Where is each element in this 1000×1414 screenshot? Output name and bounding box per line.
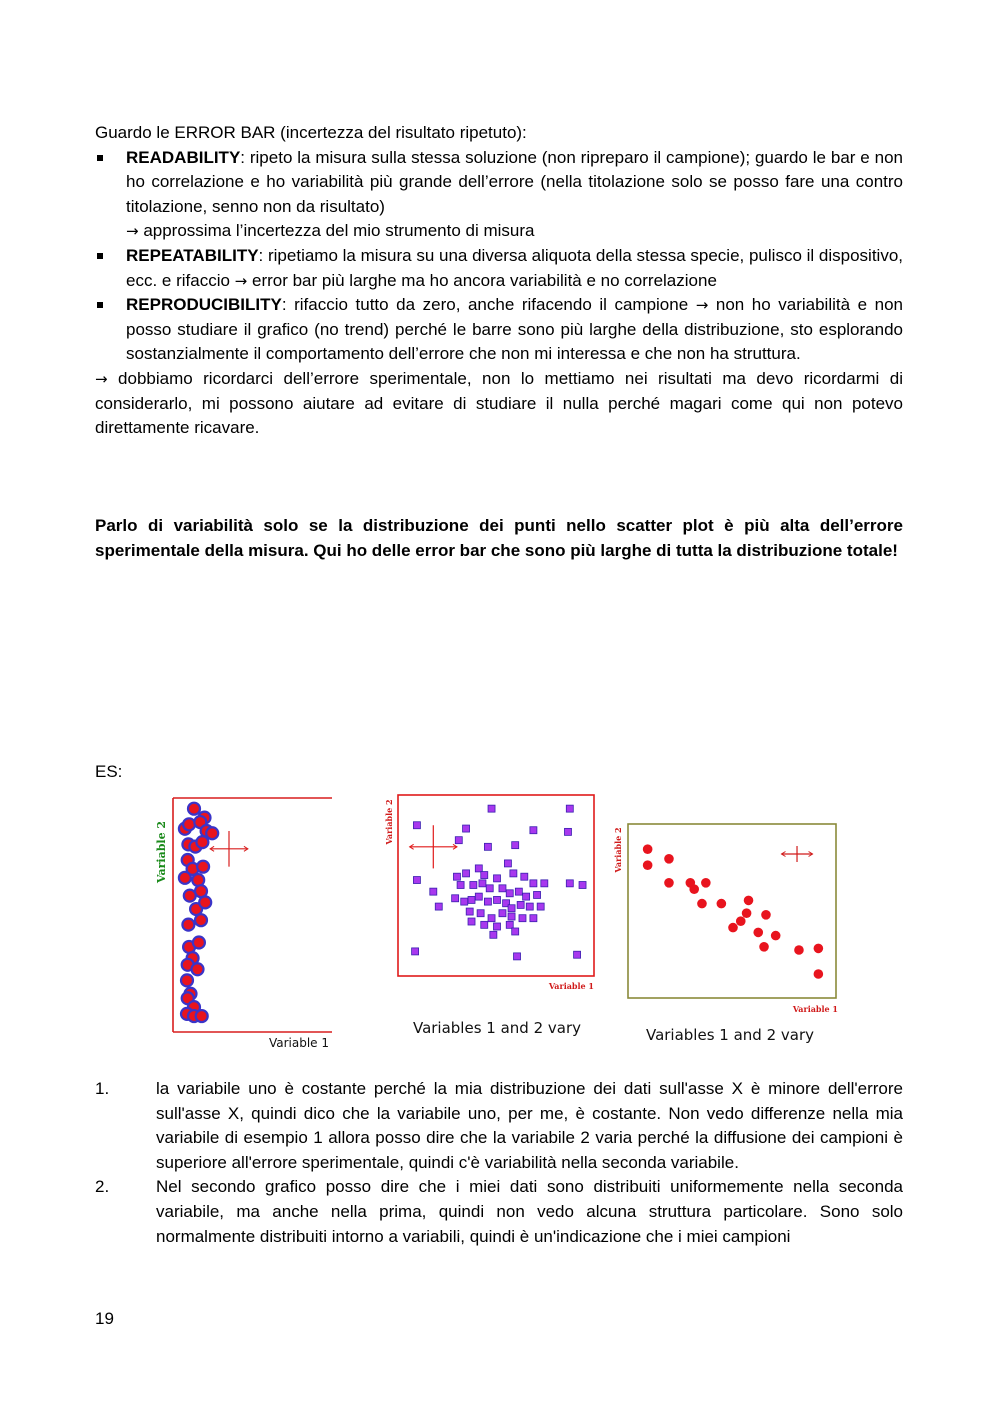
data-point bbox=[742, 908, 752, 918]
data-point bbox=[182, 919, 194, 931]
numbered-list bbox=[95, 1077, 903, 1249]
term-reproducibility: REPRODUCIBILITY bbox=[126, 295, 282, 315]
repeatability-text-after-arrow: error bar più larghe ma ho ancora variabilità e no correlazione bbox=[251, 270, 717, 290]
data-point bbox=[759, 942, 769, 952]
data-point bbox=[537, 903, 544, 910]
data-point bbox=[181, 974, 193, 986]
data-point bbox=[664, 878, 674, 888]
numbered-block bbox=[95, 1077, 903, 1249]
data-point bbox=[413, 822, 420, 829]
data-point bbox=[664, 854, 674, 864]
data-point bbox=[508, 913, 515, 920]
data-point bbox=[488, 915, 495, 922]
arrow-icon: → bbox=[234, 271, 248, 290]
data-point bbox=[468, 896, 475, 903]
data-point bbox=[814, 969, 824, 979]
page-number-text: 19 bbox=[95, 1309, 114, 1328]
data-point bbox=[701, 878, 711, 888]
chart3-xlabel: Variable 1 bbox=[792, 1004, 838, 1014]
data-point bbox=[530, 880, 537, 887]
intro-line: Guardo le ERROR BAR (incertezza del risultato ripetuto): bbox=[95, 123, 527, 142]
bullet-square-icon bbox=[97, 302, 103, 308]
data-point bbox=[183, 818, 195, 830]
data-point bbox=[475, 893, 482, 900]
data-point bbox=[541, 880, 548, 887]
data-point bbox=[736, 916, 746, 926]
data-point bbox=[753, 928, 763, 938]
scatter-chart-3 bbox=[612, 790, 842, 1050]
data-point bbox=[486, 885, 493, 892]
data-point bbox=[206, 827, 218, 839]
data-point bbox=[466, 908, 473, 915]
chart2-ylabel: Variable 2 bbox=[384, 799, 394, 845]
data-point bbox=[523, 893, 530, 900]
data-point bbox=[506, 921, 513, 928]
data-point bbox=[484, 898, 491, 905]
arrow-icon: → bbox=[95, 369, 108, 388]
data-point bbox=[455, 837, 462, 844]
data-point bbox=[453, 873, 460, 880]
data-point bbox=[475, 865, 482, 872]
data-point bbox=[196, 1010, 208, 1022]
data-point bbox=[519, 915, 526, 922]
data-point bbox=[717, 899, 727, 909]
data-point bbox=[195, 914, 207, 926]
data-point bbox=[771, 931, 781, 941]
data-point bbox=[566, 880, 573, 887]
chart1-points bbox=[179, 803, 218, 1022]
chart3-ylabel: Variable 2 bbox=[613, 827, 623, 873]
data-point bbox=[643, 844, 653, 854]
data-point bbox=[534, 891, 541, 898]
scatter-chart-1 bbox=[150, 790, 360, 1050]
data-point bbox=[430, 888, 437, 895]
data-point bbox=[188, 803, 200, 815]
bullet-square-icon bbox=[97, 253, 103, 259]
top-text-block bbox=[95, 121, 903, 441]
data-point bbox=[494, 923, 501, 930]
data-point bbox=[517, 901, 524, 908]
data-point bbox=[494, 896, 501, 903]
page-number bbox=[95, 1307, 903, 1332]
reproducibility-text: : rifaccio tutto da zero, anche rifacendo il campione bbox=[281, 295, 689, 315]
data-point bbox=[512, 842, 519, 849]
data-point bbox=[490, 931, 497, 938]
data-point bbox=[512, 928, 519, 935]
data-point bbox=[564, 828, 571, 835]
data-point bbox=[526, 903, 533, 910]
data-point bbox=[689, 884, 699, 894]
es-label-text: ES: bbox=[95, 762, 123, 781]
readability-subline bbox=[126, 219, 903, 244]
numbered-item-text: la variabile uno è costante perché la mia distribuzione dei dati sull'asse X è minore dell'errore sull'asse X, quindi dico che la variabile uno, per me, è costante. Non vedo differenze nella mia variabile di esempio 1 allora posso dire che la variabile 2 varia perché la diffusione dei campioni è superiore all'errore sperimentale, quindi c'è variabilità nella seconda variabile. bbox=[156, 1079, 903, 1172]
data-point bbox=[814, 944, 824, 954]
bold-paragraph-text: Parlo di variabilità solo se la distribuzione dei punti nello scatter plot è più alta dell’errore sperimentale della misura. Qui ho delle error bar che sono più larghe di tutta la distribuzione totale! bbox=[95, 516, 903, 560]
definition-list bbox=[95, 146, 903, 367]
data-point bbox=[794, 945, 804, 955]
data-point bbox=[481, 921, 488, 928]
reproducibility-text-after-arrow: non ho variabilità e non posso studiare il grafico (no trend) perché le barre sono più larghe della distribuzione, sto esplorando sostanzialmente il comportamento dell’errore che non mi interessa e che non ha struttura. bbox=[126, 295, 903, 364]
chart1-xlabel: Variable 1 bbox=[268, 1036, 330, 1050]
data-point bbox=[579, 882, 586, 889]
data-point bbox=[499, 910, 506, 917]
data-point bbox=[435, 903, 442, 910]
readability-sub-text: approssima l’incertezza del mio strumento di misura bbox=[143, 221, 535, 241]
data-point bbox=[470, 882, 477, 889]
definition-item-repeatability bbox=[95, 244, 903, 293]
chart3-points bbox=[643, 844, 823, 978]
data-point bbox=[479, 880, 486, 887]
data-point bbox=[413, 877, 420, 884]
bullet-square-icon bbox=[97, 155, 103, 161]
readability-text: : ripeto la misura sulla stessa soluzione (non ripreparo il campione); guardo le bar e non ho correlazione e ho variabilità più grande dell’errore (nella titolazione solo se posso fare una contro titolazione, senno non da risultato) bbox=[126, 147, 903, 216]
conclusion-paragraph bbox=[95, 367, 903, 441]
data-point bbox=[510, 870, 517, 877]
es-label bbox=[95, 760, 903, 785]
conclusion-text: dobbiamo ricordarci dell’errore sperimentale, non lo mettiamo nei risultati ma devo ricordarmi di considerarlo, mi possono aiutare ad evitare di studiare il nulla perché magari come qui non potevo direttamente ricavare. bbox=[95, 368, 903, 438]
chart2-caption: Variables 1 and 2 vary bbox=[412, 1019, 582, 1037]
data-point bbox=[481, 872, 488, 879]
data-point bbox=[488, 805, 495, 812]
data-point bbox=[504, 860, 511, 867]
item-number: 2. bbox=[95, 1177, 110, 1197]
data-point bbox=[508, 905, 515, 912]
chart1-ylabel: Variable 2 bbox=[155, 820, 168, 884]
data-point bbox=[566, 805, 573, 812]
arrow-icon: → bbox=[695, 296, 709, 315]
chart2-frame bbox=[398, 795, 594, 976]
chart3-frame bbox=[628, 824, 836, 998]
data-point bbox=[196, 836, 208, 848]
repeatability-text: : ripetiamo la misura su una diversa aliquota della stessa specie, pulisco il dispositivo, ecc. e rifaccio bbox=[126, 245, 903, 290]
data-point bbox=[499, 885, 506, 892]
data-point bbox=[574, 951, 581, 958]
term-readability: READABILITY bbox=[126, 147, 241, 167]
data-point bbox=[521, 873, 528, 880]
scatter-chart-2 bbox=[382, 790, 602, 1045]
chart3-caption: Variables 1 and 2 vary bbox=[645, 1026, 815, 1044]
data-point bbox=[530, 827, 537, 834]
data-point bbox=[457, 882, 464, 889]
term-repeatability: REPEATABILITY bbox=[126, 245, 259, 265]
data-point bbox=[179, 872, 191, 884]
data-point bbox=[461, 898, 468, 905]
numbered-item-2 bbox=[95, 1175, 903, 1249]
data-point bbox=[484, 843, 491, 850]
data-point bbox=[744, 896, 754, 906]
item-number: 1. bbox=[95, 1079, 110, 1098]
data-point bbox=[761, 910, 771, 920]
chart3-errorbar bbox=[782, 846, 813, 862]
numbered-item-1 bbox=[95, 1077, 903, 1175]
data-point bbox=[197, 861, 209, 873]
data-point bbox=[193, 936, 205, 948]
definition-item-readability bbox=[95, 146, 903, 244]
chart2-errorbar bbox=[410, 825, 457, 868]
chart2-points bbox=[412, 805, 586, 960]
arrow-icon: → bbox=[126, 222, 139, 241]
data-point bbox=[477, 910, 484, 917]
data-point bbox=[463, 870, 470, 877]
data-point bbox=[728, 923, 738, 933]
data-point bbox=[192, 963, 204, 975]
chart2-xlabel: Variable 1 bbox=[548, 981, 594, 991]
numbered-item-text: Nel secondo grafico posso dire che i miei dati sono distribuiti uniformemente nella seconda variabile, ma anche nella prima, quindi non vedo alcuna struttura particolare. Sono solo normalmente distribuiti intorno a variabili, quindi è un'indicazione che i miei campioni bbox=[156, 1177, 903, 1246]
data-point bbox=[506, 890, 513, 897]
data-point bbox=[697, 899, 707, 909]
data-point bbox=[515, 888, 522, 895]
data-point bbox=[199, 896, 211, 908]
data-point bbox=[514, 953, 521, 960]
data-point bbox=[643, 860, 653, 870]
data-point bbox=[494, 875, 501, 882]
data-point bbox=[530, 915, 537, 922]
bold-paragraph bbox=[95, 514, 903, 563]
data-point bbox=[468, 918, 475, 925]
data-point bbox=[412, 948, 419, 955]
data-point bbox=[463, 825, 470, 832]
definition-item-reproducibility bbox=[95, 293, 903, 367]
data-point bbox=[452, 895, 459, 902]
